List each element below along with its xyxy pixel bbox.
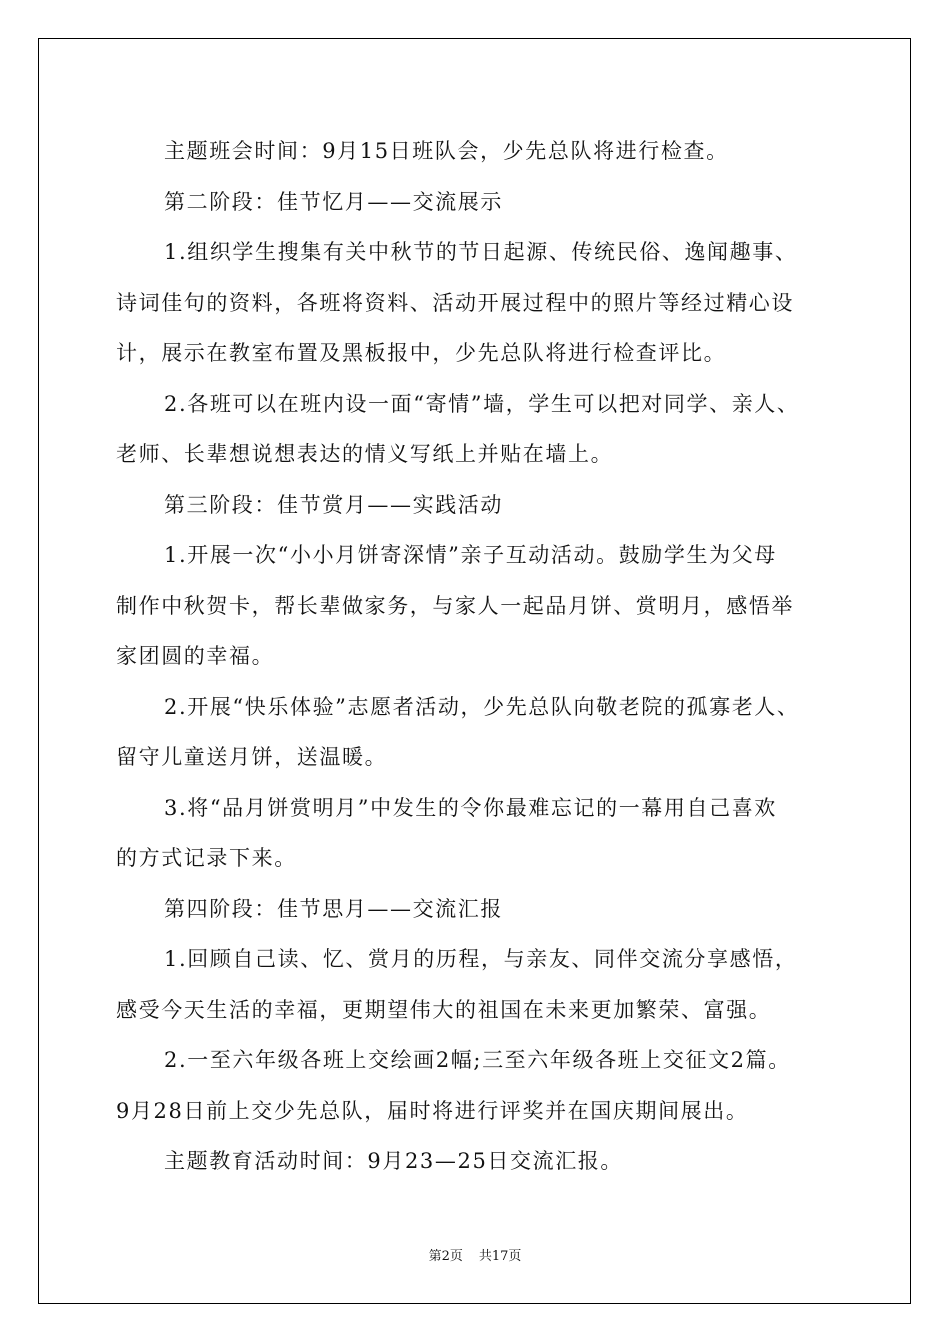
- text-line: 留守儿童送月饼，送温暖。: [116, 745, 388, 769]
- page-total: 共17页: [478, 1249, 522, 1264]
- text-line: 计，展示在教室布置及黑板报中，少先总队将进行检查评比。: [116, 341, 727, 365]
- text-line: 9月28日前上交少先总队，届时将进行评奖并在国庆期间展出。: [116, 1099, 749, 1123]
- section-heading: 第三阶段：佳节赏月——实践活动: [164, 493, 503, 517]
- text-line: 主题班会时间：9月15日班队会，少先总队将进行检查。: [164, 139, 729, 163]
- text-line: 1.组织学生搜集有关中秋节的节日起源、传统民俗、逸闻趣事、: [164, 240, 798, 264]
- text-line: 2.各班可以在班内设一面“寄情”墙，学生可以把对同学、亲人、: [164, 392, 800, 416]
- section-heading: 第四阶段：佳节思月——交流汇报: [164, 897, 503, 921]
- text-line: 1.开展一次“小小月饼寄深情”亲子互动活动。鼓励学生为父母: [164, 543, 777, 567]
- text-line: 制作中秋贺卡，帮长辈做家务，与家人一起品月饼、赏明月，感悟举: [116, 594, 794, 618]
- text-line: 2.开展“快乐体验”志愿者活动，少先总队向敬老院的孤寡老人、: [164, 695, 800, 719]
- section-heading: 第二阶段：佳节忆月——交流展示: [164, 190, 503, 214]
- text-line: 家团圆的幸福。: [116, 644, 275, 668]
- page-number: 第2页: [428, 1249, 463, 1264]
- text-line: 老师、长辈想说想表达的情义写纸上并贴在墙上。: [116, 442, 614, 466]
- page-footer: [0, 1245, 950, 1264]
- text-line: 诗词佳句的资料，各班将资料、活动开展过程中的照片等经过精心设: [116, 291, 794, 315]
- text-line: 1.回顾自己读、忆、赏月的历程，与亲友、同伴交流分享感悟，: [164, 947, 798, 971]
- text-line: 2.一至六年级各班上交绘画2幅;三至六年级各班上交征文2篇。: [164, 1048, 791, 1072]
- text-line: 的方式记录下来。: [116, 846, 297, 870]
- text-line: 感受今天生活的幸福，更期望伟大的祖国在未来更加繁荣、富强。: [116, 998, 772, 1022]
- text-line: 主题教育活动时间：9月23—25日交流汇报。: [164, 1149, 624, 1173]
- text-line: 3.将“品月饼赏明月”中发生的令你最难忘记的一幕用自己喜欢: [164, 796, 777, 820]
